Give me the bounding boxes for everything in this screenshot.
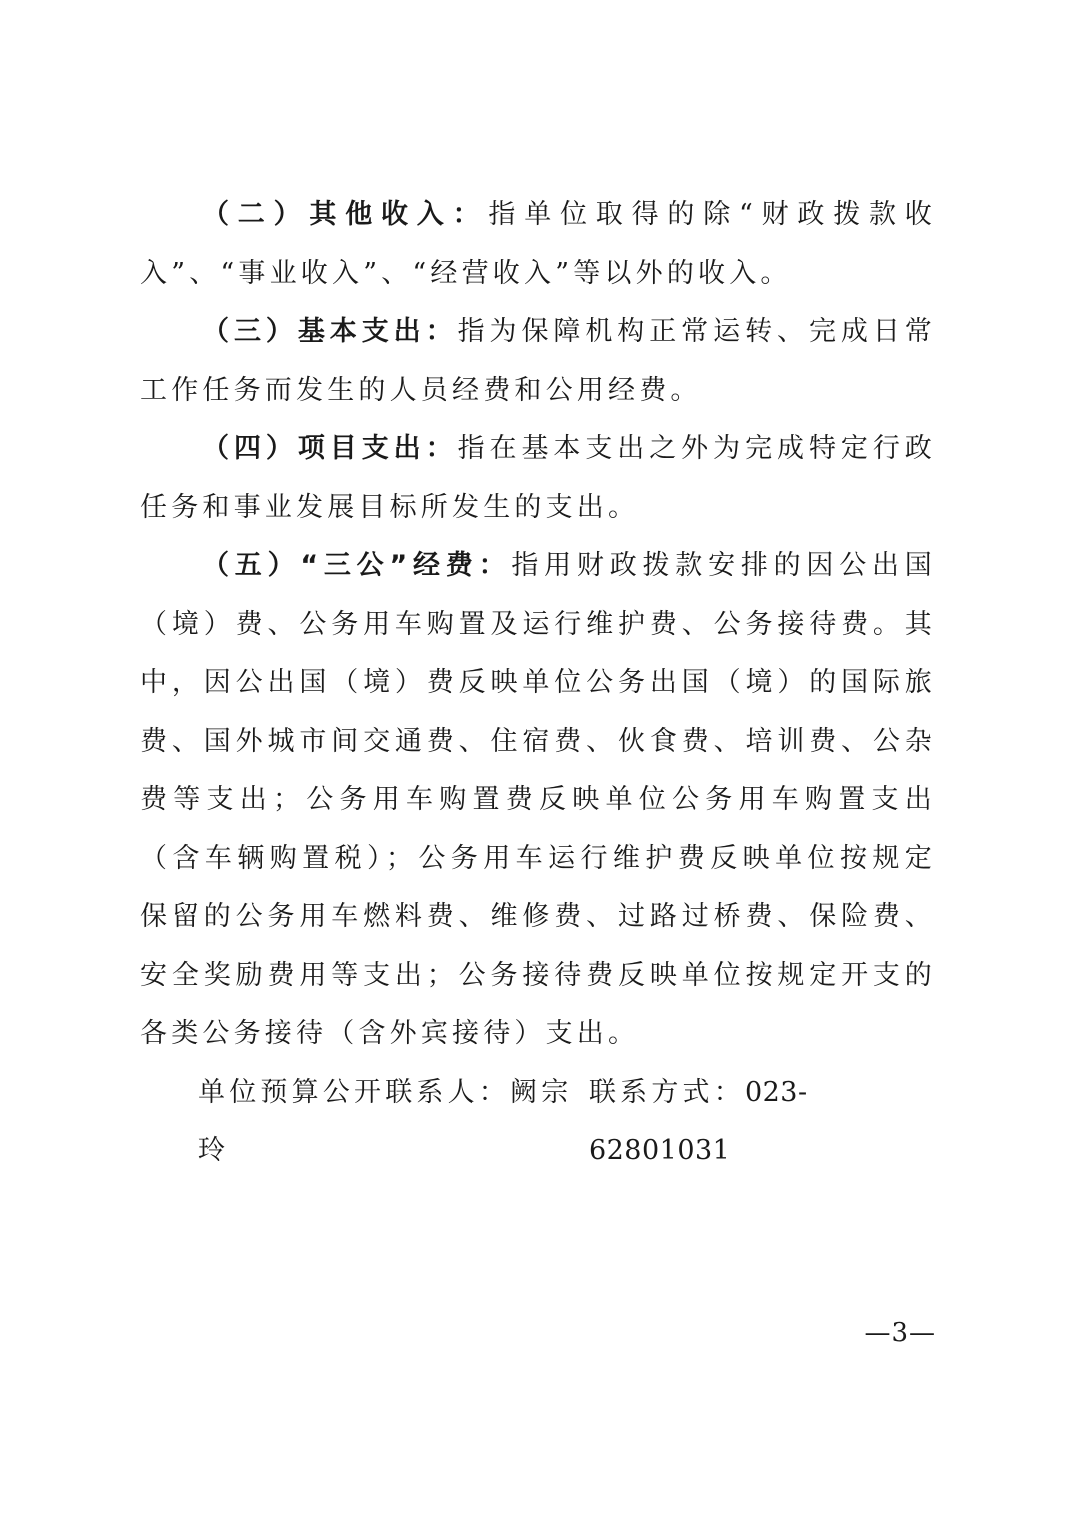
contact-phone <box>589 1064 936 1181</box>
term-other-income: （二）其他收入： <box>202 199 489 230</box>
contact-phone-label: 联系方式： <box>588 1076 745 1108</box>
contact-person-label: 单位预算公开联系人： <box>198 1076 510 1108</box>
definition-project-expenditure: 指在基本支出之外为完成特定行政任务和事业发展目标所发生的支出。 <box>140 433 936 523</box>
paragraph-other-income <box>140 186 936 303</box>
term-basic-expenditure: （三）基本支出： <box>202 316 458 347</box>
definition-basic-expenditure: 指为保障机构正常运转、完成日常工作任务而发生的人员经费和公用经费。 <box>140 316 936 406</box>
contact-person <box>198 1064 589 1181</box>
paragraph-project-expenditure <box>140 420 936 537</box>
document-body <box>140 186 936 1181</box>
definition-other-income: 指单位取得的除“财政拨款收入”、“事业收入”、“经营收入”等以外的收入。 <box>140 199 936 289</box>
paragraph-basic-expenditure <box>140 303 936 420</box>
contact-person-name: 阙宗玲 <box>198 1076 573 1166</box>
contact-phone-number: 023-62801031 <box>588 1076 808 1166</box>
contact-line <box>140 1064 936 1181</box>
page-number: —3— <box>864 1318 936 1348</box>
term-project-expenditure: （四）项目支出： <box>202 433 458 464</box>
term-three-public-expenses: （五）“三公”经费： <box>202 550 512 581</box>
paragraph-three-public-expenses <box>140 537 936 1064</box>
definition-three-public-expenses: 指用财政拨款安排的因公出国（境）费、公务用车购置及运行维护费、公务接待费。其中，因公出国（境）费反映单位公务出国（境）的国际旅费、国外城市间交通费、住宿费、伙食费、培训费、公杂费等支出；公务用车购置费反映单位公务用车购置支出（含车辆购置税）；公务用车运行维护费反映单位按规定保留的公务用车燃料费、维修费、过路过桥费、保险费、安全奖励费用等支出；公务接待费反映单位按规定开支的各类公务接待（含外宾接待）支出。 <box>140 550 936 1049</box>
